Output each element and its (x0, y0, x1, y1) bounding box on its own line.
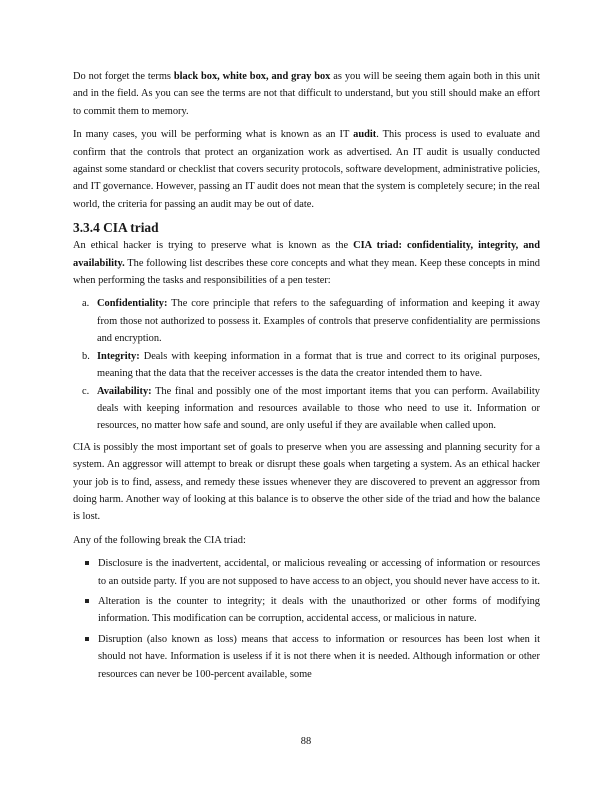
list-text: The core principle that refers to the safeguarding of information and keeping it away from those not authorized to possess it. Examples of controls that preserve confidentiality are permissions and encryption. (97, 298, 540, 345)
bold-audit: audit (353, 129, 377, 141)
list-marker: c. (82, 385, 90, 397)
list-text: Disruption (also known as loss) means that access to information or resources has been lost when it should not have. Information is useless if it is not there when it is needed. Although information or other resources can never be 100-percent available, some (98, 633, 540, 680)
term-label: Availability: (97, 385, 152, 397)
list-item-confidentiality (73, 295, 540, 347)
list-text: Disclosure is the inadvertent, accidental, or malicious revealing or accessing of information or resources to an outside party. If you are not supposed to have access to an object, you should never have access to it. (98, 558, 540, 587)
list-item-alteration (73, 593, 540, 628)
paragraph-text: . This process is used to evaluate and confirm that the controls that protect an organization work as advertised. An IT audit is usually conducted against some standard or checklist that covers security protocols, software development, administrative policies, and IT governance. However, passing an IT audit does not mean that the system is completely secure; in the real world, the criteria for passing an audit may be out of date. (73, 129, 541, 210)
list-item-integrity (73, 348, 540, 383)
paragraph-box-terms (73, 68, 540, 120)
square-bullet-icon (85, 637, 89, 641)
term-label: Confidentiality: (97, 298, 168, 310)
paragraph-text: In many cases, you will be performing what is known as an IT (73, 129, 354, 141)
list-text: Alteration is the counter to integrity; it deals with the unauthorized or other forms of modifying information. This modification can be corruption, accidental access, or malicious in nature. (98, 595, 540, 625)
list-item-availability (73, 383, 540, 435)
paragraph-text: The following list describes these core concepts and what they mean. Keep these concepts in mind when performing the tasks and responsibilities of a pen tester: (73, 257, 540, 287)
break-list (73, 555, 540, 683)
paragraph-text: Do not forget the terms (73, 71, 174, 82)
list-item-disruption (73, 631, 540, 683)
section-heading: 3.3.4 CIA triad (73, 220, 159, 236)
list-marker: a. (82, 298, 90, 310)
paragraph-cia-intro (73, 237, 540, 289)
cia-list (73, 295, 540, 434)
paragraph-cia-importance: CIA is possibly the most important set of goals to preserve when you are assessing and planning security for a system. An aggressor will attempt to break or disrupt these goals when targeting a system. As an ethical hacker your job is to find, assess, and remedy these issues whenever they are discovered to prevent an aggressor from doing harm. Another way of looking at this balance is to observe the other side of the triad and how the balance is lost. (73, 441, 540, 523)
text-column (73, 68, 540, 686)
term-label: Integrity: (97, 350, 140, 362)
square-bullet-icon (85, 599, 89, 603)
bold-cia-triad: CIA triad: confidentiality, integrity, and availability. (73, 240, 540, 269)
list-marker: b. (82, 350, 90, 362)
paragraph-break-intro: Any of the following break the CIA triad: (73, 534, 246, 546)
page-number: 88 (300, 736, 312, 747)
paragraph-it-audit (73, 126, 540, 213)
bold-terms: black box, white box, and gray box (173, 71, 331, 82)
paragraph-text: An ethical hacker is trying to preserve what is known as the (73, 240, 354, 252)
list-item-disclosure (73, 555, 540, 590)
square-bullet-icon (85, 561, 89, 565)
paragraph-text: as you will be seeing them again both in this unit and in the field. As you can see the terms are not that difficult to understand, but you still should make an effort to commit them to memory. (73, 71, 541, 117)
list-text: Deals with keeping information in a format that is true and correct to its original purposes, meaning that the data that the receiver accesses is the data the creator intended them to have. (97, 350, 540, 380)
list-text: The final and possibly one of the most important items that you can perform. Availability deals with keeping information and resources available to those who need to use it. Information or resources, no matter how safe and sound, are only useful if they are available when called upon. (97, 385, 540, 432)
